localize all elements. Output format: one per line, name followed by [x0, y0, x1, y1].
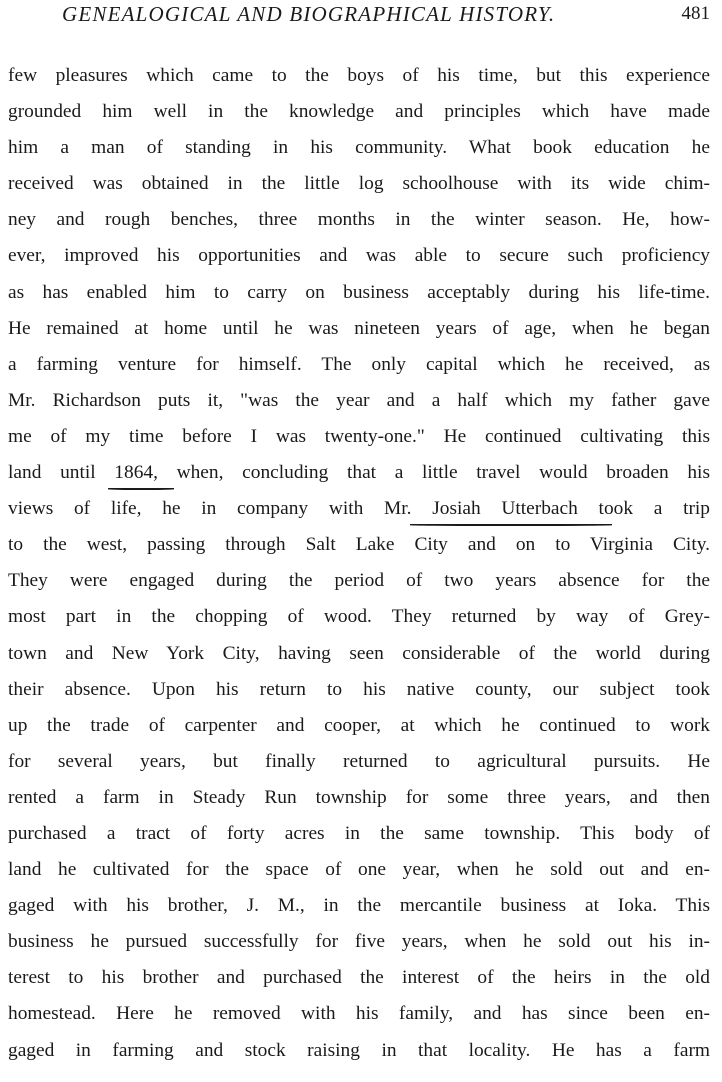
page-number: 481: [681, 3, 710, 24]
text-line: me of my time before I was twenty-one." He continued cultivating this: [8, 425, 710, 447]
text-line: gaged in farming and stock raising in that locality. He has a farm: [8, 1039, 710, 1061]
handwritten-underline-name: [410, 524, 612, 526]
text-line: him a man of standing in his community. What book education he: [8, 137, 710, 159]
text-line: a farming venture for himself. The only capital which he received, as: [8, 353, 710, 375]
text-line: few pleasures which came to the boys of his time, but this experience: [8, 65, 710, 86]
text-line: up the trade of carpenter and cooper, at which he continued to work: [8, 714, 710, 736]
text-line: as has enabled him to carry on business acceptably during his life-time.: [8, 281, 710, 303]
text-line: purchased a tract of forty acres in the same township. This body of: [8, 822, 710, 844]
handwritten-underline-date: [108, 488, 174, 490]
text-line: land he cultivated for the space of one year, when he sold out and en-: [8, 859, 710, 881]
text-line: ever, improved his opportunities and was able to secure such proficiency: [8, 245, 710, 267]
running-title: GENEALOGICAL AND BIOGRAPHICAL HISTORY.: [62, 2, 556, 26]
text-line: homestead. Here he removed with his family, and has since been en-: [8, 1003, 710, 1025]
text-line: terest to his brother and purchased the interest of the heirs in the old: [8, 967, 710, 989]
text-line: rented a farm in Steady Run township for some three years, and then: [8, 786, 710, 808]
text-line: for several years, but finally returned to agricultural pursuits. He: [8, 750, 710, 772]
text-line: land until 1864, when, concluding that a little travel would broaden his: [8, 462, 710, 484]
text-line: They were engaged during the period of two years absence for the: [8, 570, 710, 592]
text-line: to the west, passing through Salt Lake City and on to Virginia City.: [8, 534, 710, 556]
text-line: business he pursued successfully for five years, when he sold out his in-: [8, 931, 710, 953]
text-line: most part in the chopping of wood. They returned by way of Grey-: [8, 606, 710, 628]
text-line: Mr. Richardson puts it, "was the year and a half which my father gave: [8, 389, 710, 411]
page-header: [0, 0, 722, 30]
text-line: gaged with his brother, J. M., in the mercantile business at Ioka. This: [8, 895, 710, 917]
text-line: their absence. Upon his return to his native county, our subject took: [8, 678, 710, 700]
text-line: received was obtained in the little log schoolhouse with its wide chim-: [8, 173, 710, 195]
text-line: views of life, he in company with Mr. Josiah Utterbach took a trip: [8, 498, 710, 520]
text-line: town and New York City, having seen considerable of the world during: [8, 642, 710, 664]
body-text: [8, 58, 710, 1069]
text-line: ney and rough benches, three months in the winter season. He, how-: [8, 209, 710, 231]
text-line: He remained at home until he was nineteen years of age, when he began: [8, 317, 710, 339]
text-line: grounded him well in the knowledge and principles which have made: [8, 101, 710, 123]
